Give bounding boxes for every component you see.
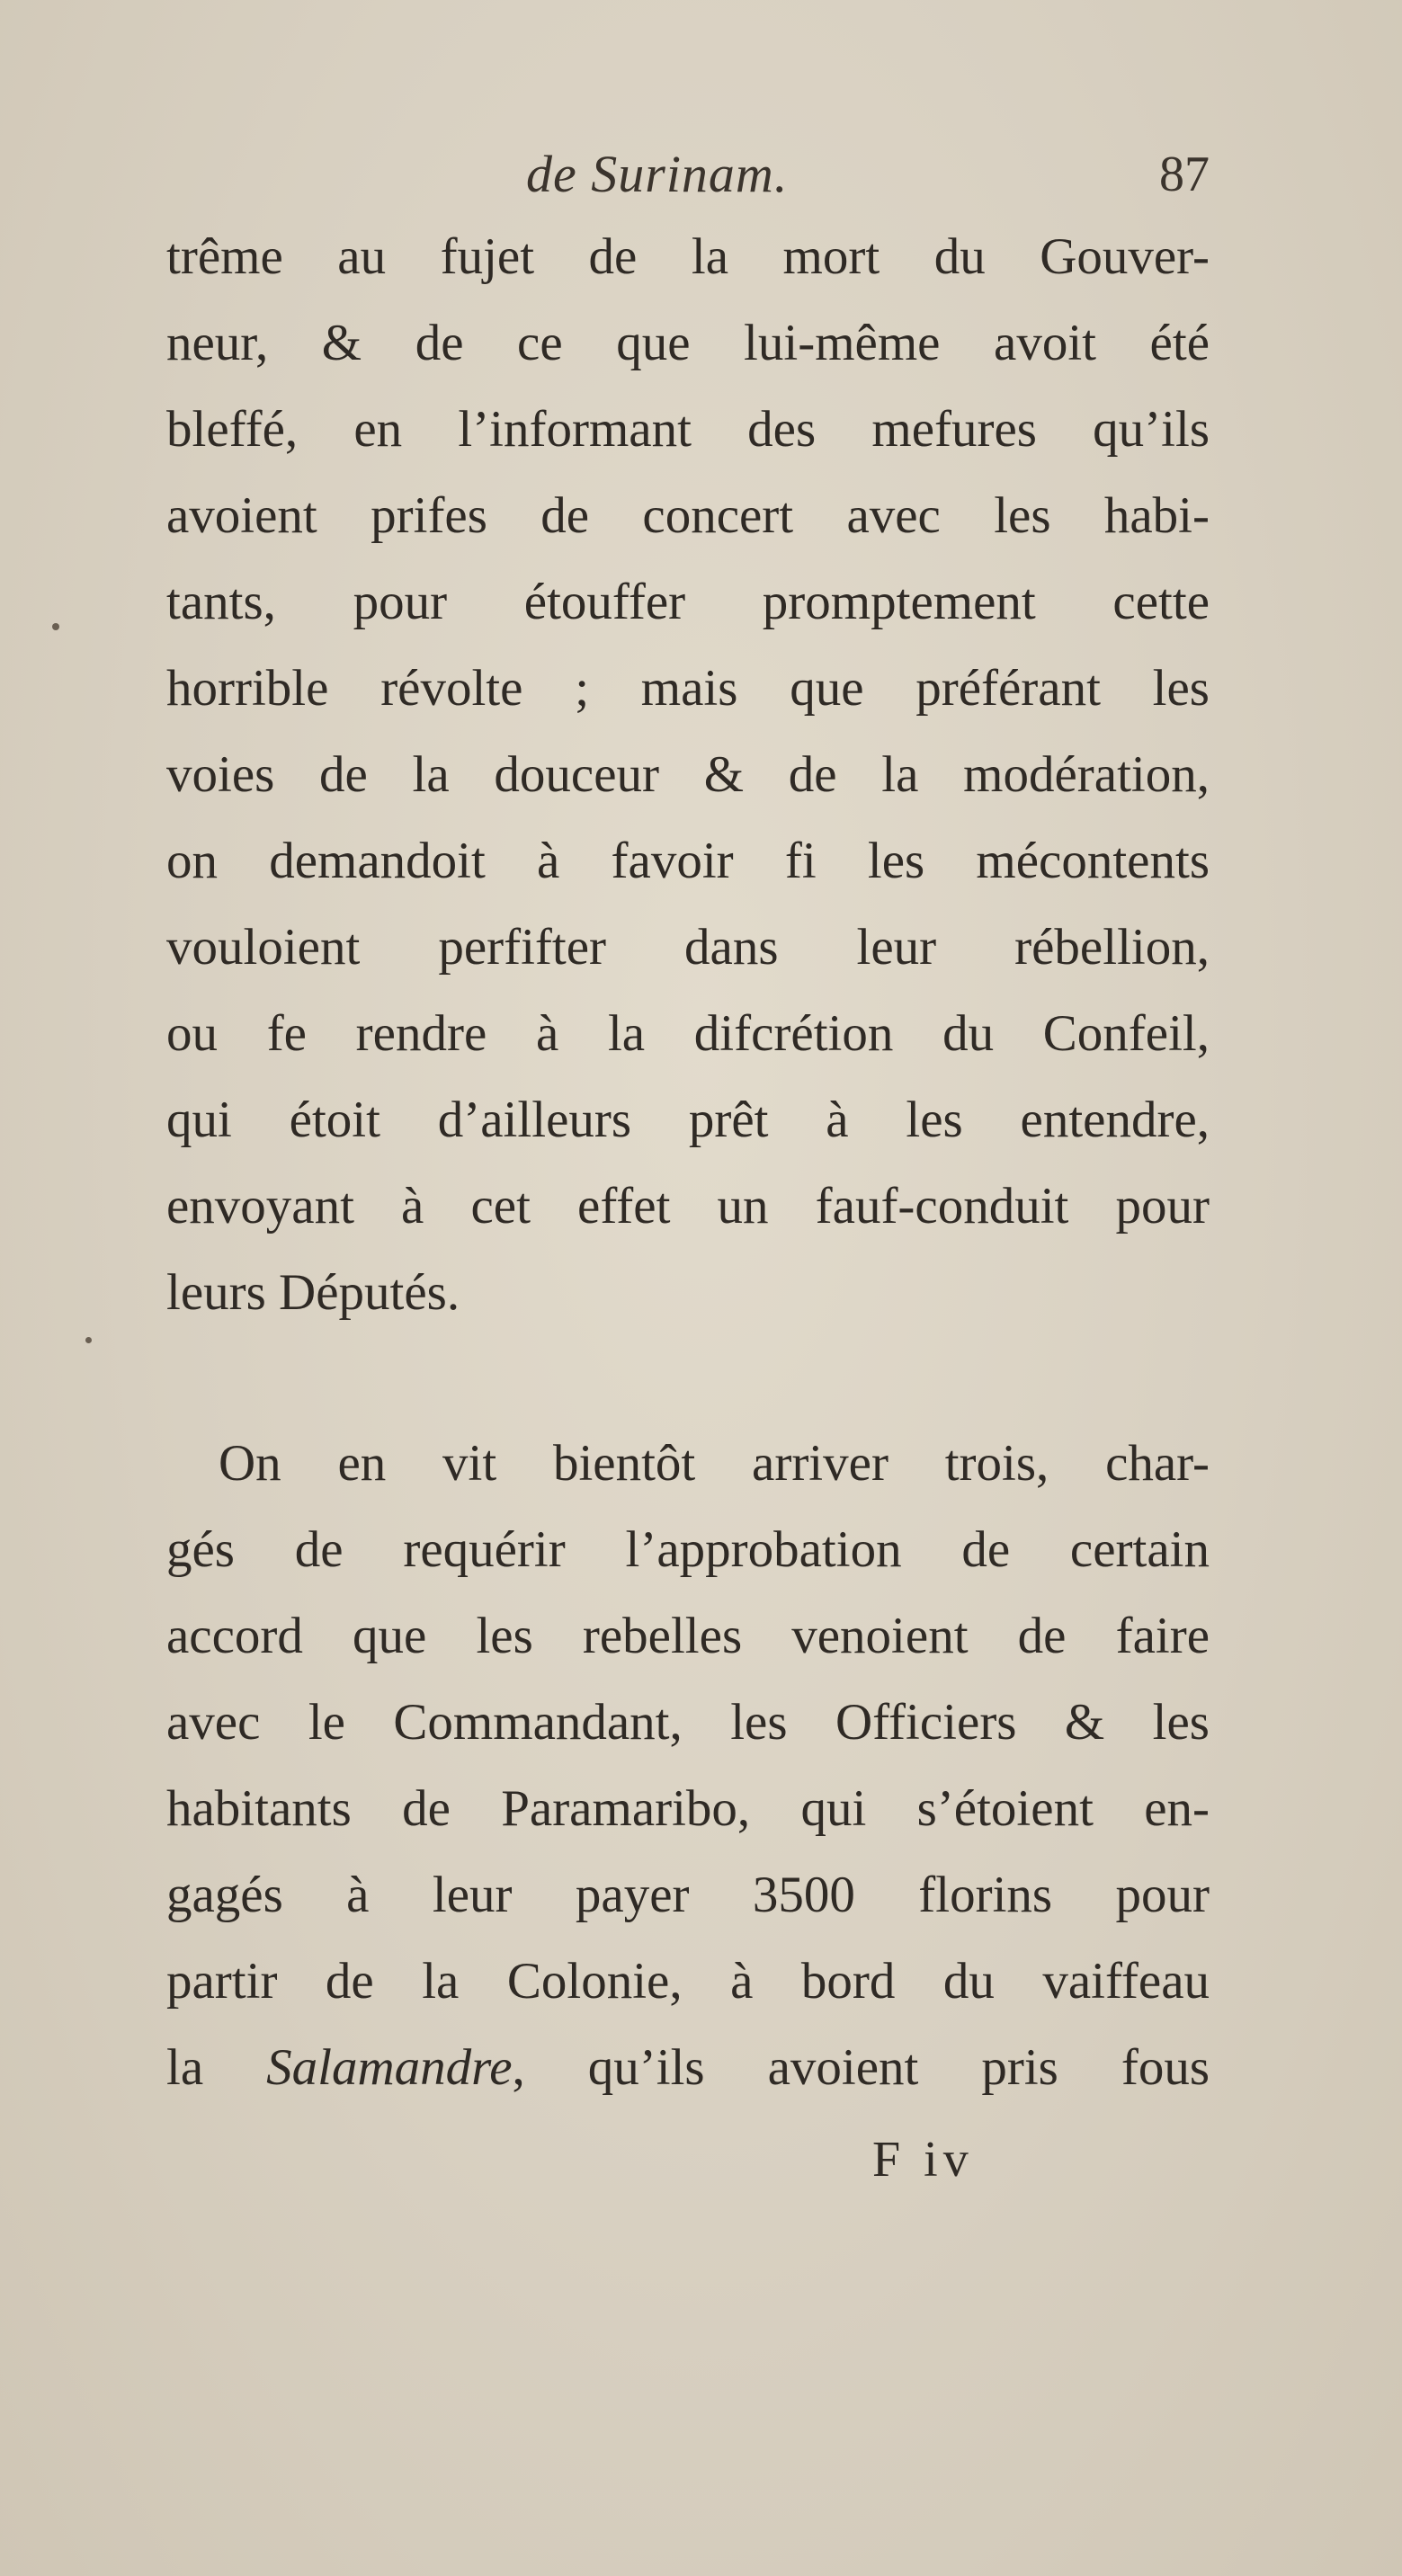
text-line: gagés à leur payer 3500 florins pour xyxy=(166,1867,1210,1923)
text-line: leurs Députés. xyxy=(166,1264,460,1321)
running-head xyxy=(166,144,1210,216)
text-line: ou fe rendre à la difcrétion du Confeil, xyxy=(166,1005,1210,1062)
text-line: On en vit bientôt arriver trois, char- xyxy=(219,1435,1210,1492)
signature-mark: F iv xyxy=(872,2132,974,2188)
paragraph-2 xyxy=(166,1421,1210,2111)
text-line: vouloient perfifter dans leur rébellion, xyxy=(166,919,1210,976)
text-line: horrible révolte ; mais que préférant les xyxy=(166,660,1210,717)
text-line: avec le Commandant, les Officiers & les xyxy=(166,1694,1210,1751)
ship-name: Salamandre xyxy=(266,2039,513,2096)
text-line: voies de la douceur & de la modération, xyxy=(166,746,1210,803)
text-line: trême au fujet de la mort du Gouver- xyxy=(166,228,1210,285)
text-line: habitants de Paramaribo, qui s’étoient en- xyxy=(166,1780,1210,1837)
text-line: partir de la Colonie, à bord du vaiffeau xyxy=(166,1953,1210,2010)
text-fragment: la xyxy=(166,2039,267,2096)
text-line: envoyant à cet effet un fauf-conduit pour xyxy=(166,1178,1210,1235)
text-line: gés de requérir l’approbation de certain xyxy=(166,1521,1210,1578)
text-line-last xyxy=(166,2025,1210,2111)
text-line: on demandoit à favoir fi les mécontents xyxy=(166,833,1210,889)
text-fragment: , qu’ils avoient pris fous xyxy=(512,2039,1210,2096)
text-line: qui étoit d’ailleurs prêt à les entendre, xyxy=(166,1092,1210,1148)
ink-speck xyxy=(85,1337,92,1343)
page-number: 87 xyxy=(1159,147,1210,202)
ink-speck xyxy=(52,623,59,630)
running-title: de Surinam. xyxy=(526,145,789,203)
text-line: neur, & de ce que lui-même avoit été xyxy=(166,315,1210,371)
text-line: bleffé, en l’informant des mefures qu’ils xyxy=(166,401,1210,458)
paragraph-1 xyxy=(166,214,1210,1336)
text-line: tants, pour étouffer promptement cette xyxy=(166,574,1210,630)
text-line: avoient prifes de concert avec les habi- xyxy=(166,487,1210,544)
text-line: accord que les rebelles venoient de faire xyxy=(166,1608,1210,1664)
